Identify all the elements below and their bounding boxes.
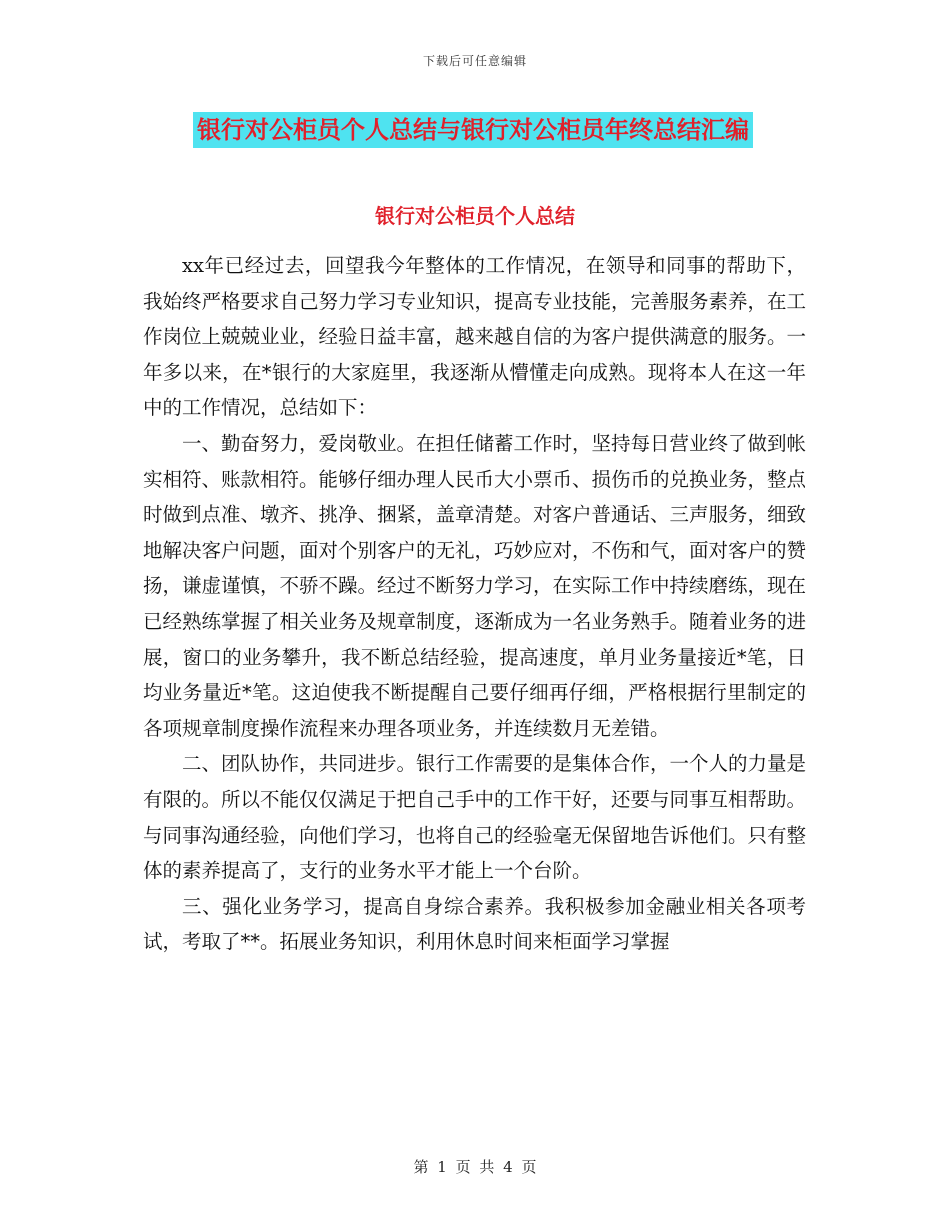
page-header-note: 下载后可任意编辑 <box>422 54 527 68</box>
paragraph-section-3: 三、强化业务学习，提高自身综合素养。我积极参加金融业相关各项考试，考取了**。拓展业务知识，利用休息时间来柜面学习掌握 <box>143 894 806 954</box>
document-main-title: 银行对公柜员个人总结与银行对公柜员年终总结汇编 <box>193 112 753 148</box>
paragraph-intro: xx年已经过去，回望我今年整体的工作情况，在领导和同事的帮助下，我始终严格要求自己努力学习专业知识，提高专业技能，完善服务素养，在工作岗位上兢兢业业，经验日益丰富，越来越自信的为客户提供满意的服务。一年多以来，在*银行的大家庭里，我逐渐从懵懂走向成熟。现将本人在这一年中的工作情况，总结如下： <box>143 254 807 420</box>
page-number-footer: 第 1 页 共 4 页 <box>413 1158 537 1176</box>
paragraph-section-1: 一、勤奋努力，爱岗敬业。在担任储蓄工作时，坚持每日营业终了做到帐实相符、账款相符。能够仔细办理人民币大小票币、损伤币的兑换业务，整点时做到点准、墩齐、挑净、捆紧，盖章清楚。对客户普通话、三声服务，细致地解决客户问题，面对个别客户的无礼，巧妙应对，不伤和气，面对客户的赞扬，谦虚谨慎，不骄不躁。经过不断努力学习，在实际工作中持续磨练，现在已经熟练掌握了相关业务及规章制度，逐渐成为一名业务熟手。随着业务的进展，窗口的业务攀升，我不断总结经验，提高速度，单月业务量接近*笔，日均业务量近*笔。这迫使我不断提醒自己要仔细再仔细，严格根据行里制定的各项规章制度操作流程来办理各项业务，并连续数月无差错。 <box>143 431 807 740</box>
section-title: 银行对公柜员个人总结 <box>375 204 575 228</box>
paragraph-section-2: 二、团队协作，共同进步。银行工作需要的是集体合作，一个人的力量是有限的。所以不能仅仅满足于把自己手中的工作干好，还要与同事互相帮助。与同事沟通经验，向他们学习，也将自己的经验毫无保留地告诉他们。只有整体的素养提高了，支行的业务水平才能上一个台阶。 <box>143 752 807 883</box>
document-body <box>143 248 806 960</box>
